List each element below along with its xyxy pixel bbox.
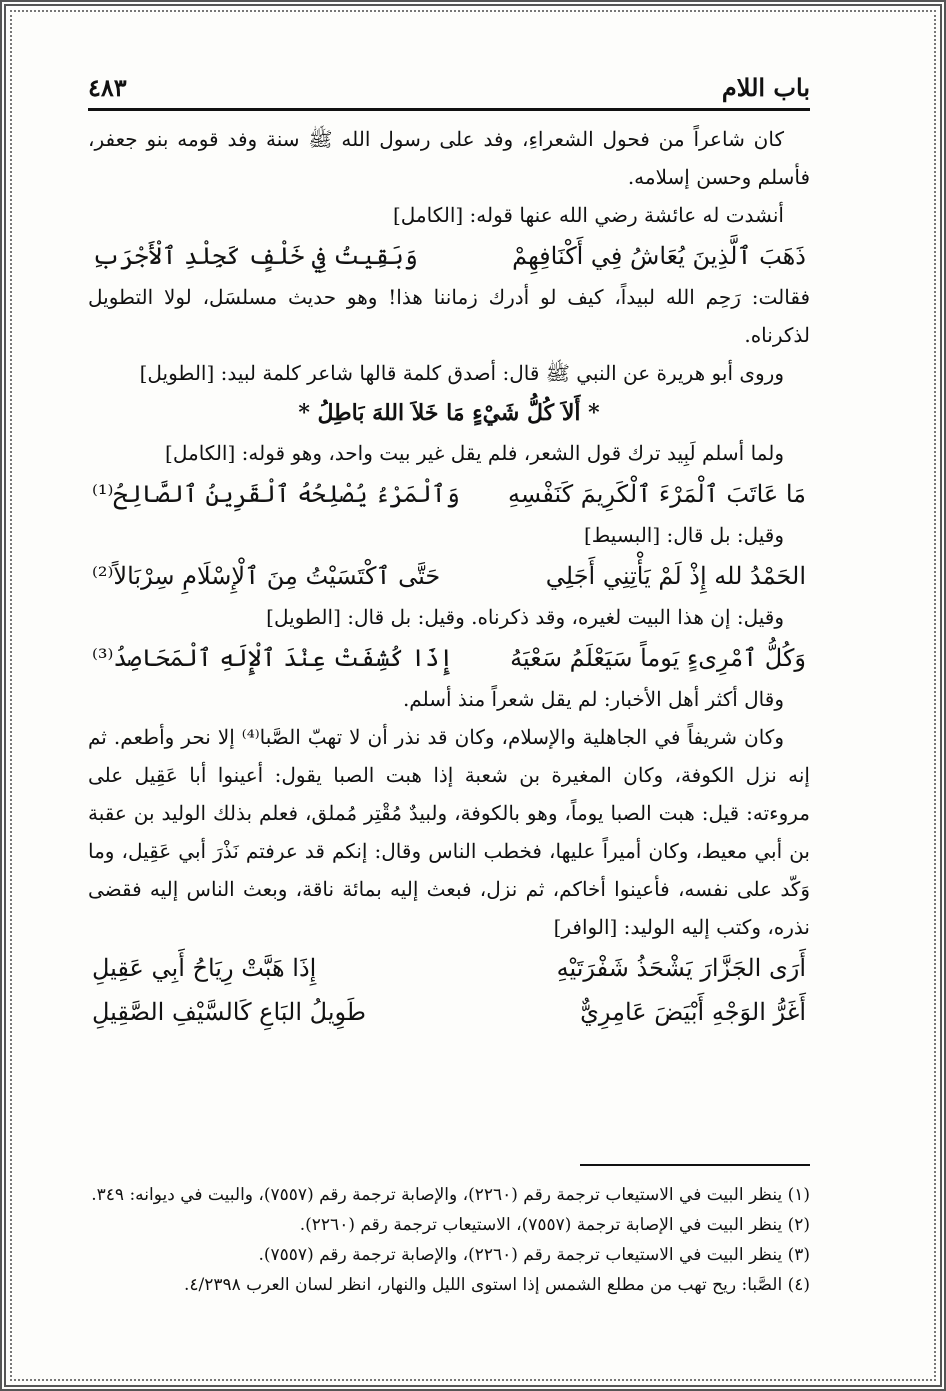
verse-first-hemistich: وَكُلُّ ٱمْرِىءٍ يَوماً سَيَعْلَمُ سَعْيَهُ: [510, 644, 806, 672]
paragraph: فقالت: رَحِم الله لبيداً، كيف لو أدرك زماننا هذا! وهو حديث مسلسَل، لولا التطويل لذكرناه.: [88, 285, 810, 347]
verse-first-hemistich: مَا عَاتَبَ ٱلْمَرْءَ ٱلْكَرِيمَ كَنَفْسِهِ: [508, 480, 806, 508]
footnote: (٣) ينظر البيت في الاستيعاب ترجمة رقم (٢٢٦٠)، والإصابة ترجمة رقم (٧٥٥٧).: [258, 1245, 810, 1265]
paragraph: وكان شريفاً في الجاهلية والإسلام، وكان قد نذر أن لا تهبّ الصَّبا⁽⁴⁾ إلا نحر وأطعم. ثم إنه نزل الكوفة، وكان المغيرة بن شعبة إذا هبت الصبا يقول: أعينوا أبا عَقِيل على مروءته: قيل: هبت الصبا يوماً، وهو بالكوفة، ولبيدٌ مُقْتِر مُملق، فعلم بذلك الوليد بن عقبة بن أبي معيط، وكان أميراً عليها، فخطب الناس وقال: إنكم قد عرفتم نَذْرَ أبي عَقِيل، وما وَكّد على نفسه، فأعينوا أخاكم، ثم نزل، فبعث إليه بمائة ناقة، وبعث الناس إليه فقضى نذره، وكتب إليه الوليد: [الوافر]: [88, 725, 810, 939]
verse-second-hemistich: طَوِيلُ البَاعِ كَالسَّيْفِ الصَّقِيلِ: [92, 998, 366, 1026]
paragraph: وقال أكثر أهل الأخبار: لم يقل شعراً منذ أسلم.: [402, 687, 784, 711]
book-page: [88, 62, 810, 1332]
page-number: ٤٨٣: [88, 73, 127, 102]
verse-second-hemistich: حَتَّى ٱكْتَسَيْتُ مِنَ ٱلْإِسْلَامِ سِرْبَالاً⁽²⁾: [92, 562, 441, 590]
paragraph: أنشدت له عائشة رضي الله عنها قوله: [الكامل]: [392, 203, 784, 227]
verse-line: [88, 554, 810, 598]
verse-first-hemistich: الحَمْدُ لله إِذْ لَمْ يَأْتِنِي أَجَلِي: [545, 562, 806, 590]
paragraph: وقيل: إن هذا البيت لغيره، وقد ذكرناه. وقيل: بل قال: [الطويل]: [266, 605, 784, 629]
footnote: (٢) ينظر البيت في الإصابة ترجمة (٧٥٥٧)، الاستيعاب ترجمة رقم (٢٢٦٠).: [299, 1215, 810, 1235]
verse-first-hemistich: أَغَرُّ الوَجْهِ أَبْيَضَ عَامِرِيٌّ: [580, 998, 806, 1026]
chapter-title: باب اللام: [721, 73, 810, 102]
verse-second-hemistich: وَٱلْمَرْءُ يُصْلِحُهُ ٱلْقَرِينُ ٱلصَّالِحُ⁽¹⁾: [92, 480, 460, 508]
verse-second-hemistich: إِذَا هَبَّتْ رِيَاحُ أَبِي عَقِيلِ: [92, 954, 317, 982]
verse-line: [88, 472, 810, 516]
footnote: (١) ينظر البيت في الاستيعاب ترجمة رقم (٢٢٦٠)، والإصابة ترجمة رقم (٧٥٥٧)، والبيت في ديوانه: ٣٤٩.: [91, 1185, 810, 1205]
verse-second-hemistich: وَبَقِيتُ فِي خَلْفٍ كَجِلْدِ ٱلْأَجْرَبِ: [92, 242, 418, 270]
verse-line: [88, 636, 810, 680]
verse-line: [88, 234, 810, 278]
verse-line: [88, 946, 810, 990]
main-text: [88, 120, 810, 1034]
paragraph: وروى أبو هريرة عن النبي ﷺ قال: أصدق كلمة قالها شاعر كلمة لبيد: [الطويل]: [139, 361, 784, 385]
quoted-hemistich: * أَلاَ كُلُّ شَيْءٍ مَا خَلاَ اللهَ بَاطِلُ *: [298, 400, 600, 426]
verse-first-hemistich: أَرَى الجَزَّارَ يَشْحَذُ شَفْرَتَيْهِ: [556, 954, 806, 982]
footnote: (٤) الصَّبا: ريح تهب من مطلع الشمس إذا استوى الليل والنهار، انظر لسان العرب ٤/٢٣٩٨.: [183, 1275, 810, 1295]
verse-line: [88, 990, 810, 1034]
verse-second-hemistich: إِذَا كُشِفَتْ عِنْدَ ٱلْإِلَهِ ٱلْمَحَاصِدُ⁽³⁾: [92, 644, 454, 672]
running-header: [88, 62, 810, 111]
paragraph: كان شاعراً من فحول الشعراءِ، وفد على رسول الله ﷺ سنة وفد قومه بنو جعفر، فأسلم وحسن إسلامه.: [88, 127, 810, 189]
verse-first-hemistich: ذَهَبَ ٱلَّذِينَ يُعَاشُ فِي أَكْنَافِهِمْ: [512, 242, 806, 270]
paragraph: ولما أسلم لَبِيد ترك قول الشعر، فلم يقل غير بيت واحد، وهو قوله: [الكامل]: [165, 441, 784, 465]
footnotes: [88, 1180, 810, 1300]
footnote-separator: [580, 1164, 810, 1166]
paragraph: وقيل: بل قال: [البسيط]: [584, 523, 784, 547]
